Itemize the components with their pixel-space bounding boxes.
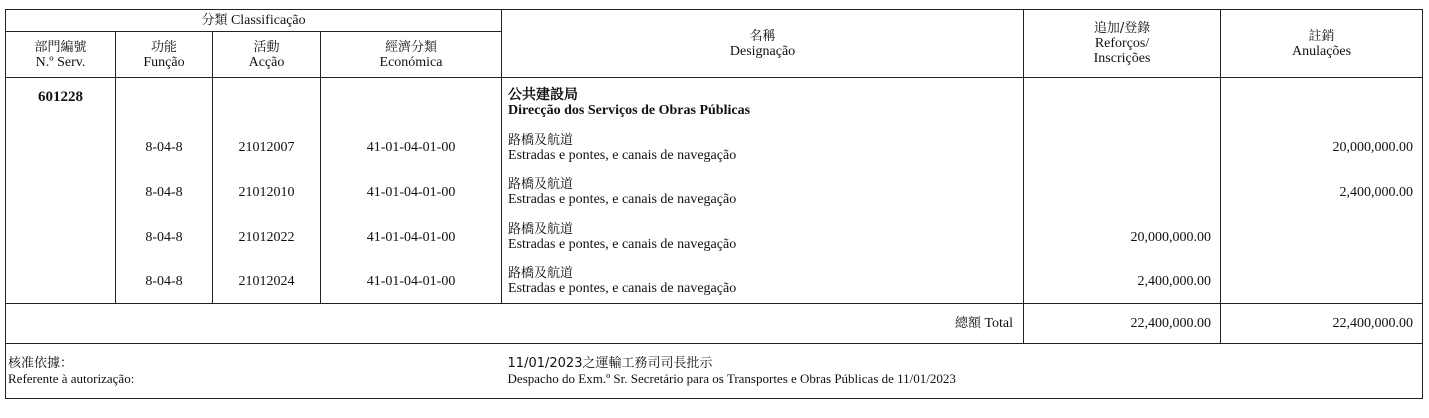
cancellation-cell [1221, 215, 1423, 260]
economic-cell: 41-01-04-01-00 [321, 170, 502, 215]
authorization-row [6, 344, 1423, 399]
total-reinforcement: 22,400,000.00 [1024, 304, 1221, 344]
department-name: 公共建設局 Direcção dos Serviços de Obras Públicas [502, 78, 1024, 126]
reinforcement-cell: 2,400,000.00 [1024, 260, 1221, 304]
designation-cell: 路橋及航道 Estradas e pontes, e canais de navegação [502, 215, 1024, 260]
total-row [6, 304, 1423, 344]
table-row [6, 170, 1423, 215]
table-row [6, 215, 1423, 260]
action-header: 活動 Acção [213, 32, 321, 78]
reinforcements-header: 追加/登錄 Reforços/ Inscrições [1024, 10, 1221, 78]
table-row [6, 126, 1423, 170]
action-cell: 21012024 [213, 260, 321, 304]
designation-cell: 路橋及航道 Estradas e pontes, e canais de navegação [502, 170, 1024, 215]
economic-header: 經濟分類 Económica [321, 32, 502, 78]
reinforcement-cell [1024, 170, 1221, 215]
cancellation-cell: 2,400,000.00 [1221, 170, 1423, 215]
action-cell: 21012022 [213, 215, 321, 260]
classification-header: 分類 Classificação [6, 10, 502, 32]
cancellations-header: 註銷 Anulações [1221, 10, 1423, 78]
function-cell: 8-04-8 [116, 170, 213, 215]
action-cell: 21012007 [213, 126, 321, 170]
economic-cell: 41-01-04-01-00 [321, 260, 502, 304]
authorization-label: 核准依據： Referente à autorização: [6, 344, 502, 399]
economic-cell: 41-01-04-01-00 [321, 215, 502, 260]
budget-table [5, 9, 1423, 399]
designation-cell: 路橋及航道 Estradas e pontes, e canais de navegação [502, 126, 1024, 170]
department-row [6, 78, 1423, 126]
designation-cell: 路橋及航道 Estradas e pontes, e canais de navegação [502, 260, 1024, 304]
authorization-text: 11/01/2023之運輸工務司司長批示 Despacho do Exm.º Sr. Secretário para os Transportes e Obras Públicas de 11/01/2023 [502, 344, 1423, 399]
total-label: 總額 Total [6, 304, 1024, 344]
reinforcement-cell [1024, 126, 1221, 170]
function-header: 功能 Função [116, 32, 213, 78]
function-cell: 8-04-8 [116, 215, 213, 260]
cancellation-cell [1221, 260, 1423, 304]
function-cell: 8-04-8 [116, 260, 213, 304]
reinforcement-cell: 20,000,000.00 [1024, 215, 1221, 260]
cancellation-cell: 20,000,000.00 [1221, 126, 1423, 170]
action-cell: 21012010 [213, 170, 321, 215]
economic-cell: 41-01-04-01-00 [321, 126, 502, 170]
budget-document [5, 9, 1422, 409]
service-number-header: 部門編號 N.º Serv. [6, 32, 116, 78]
designation-header: 名稱 Designação [502, 10, 1024, 78]
function-cell: 8-04-8 [116, 126, 213, 170]
table-row [6, 260, 1423, 304]
total-cancellation: 22,400,000.00 [1221, 304, 1423, 344]
department-code: 601228 [6, 78, 116, 126]
